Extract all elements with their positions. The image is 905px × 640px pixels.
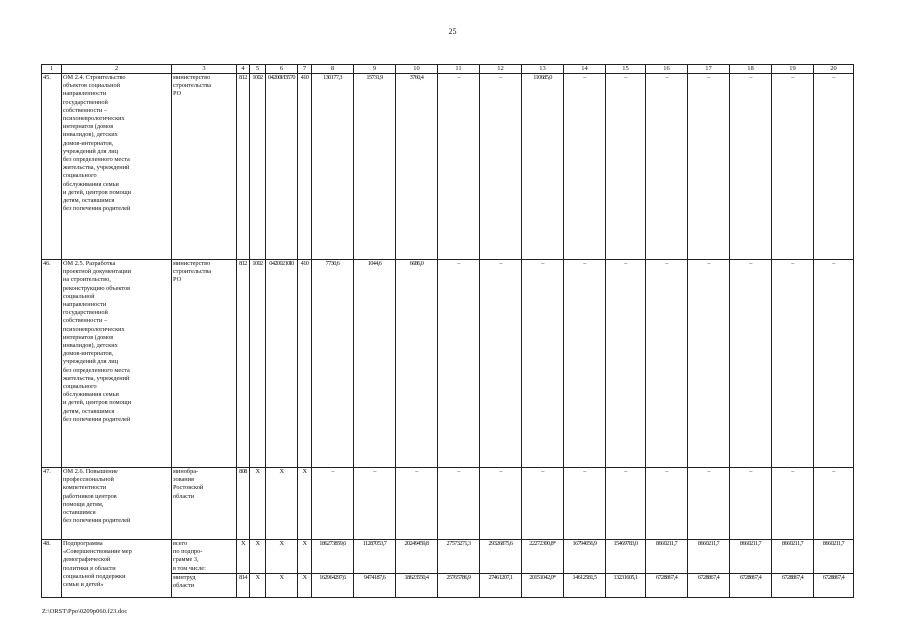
table-cell: 8660211,7 xyxy=(814,540,854,574)
table-cell: 6686,0 xyxy=(396,260,438,468)
column-number: 11 xyxy=(438,65,480,74)
table-cell: 46. xyxy=(42,260,62,468)
table-cell: 812 xyxy=(237,260,250,468)
page-number: 25 xyxy=(448,27,457,36)
table-cell: 8660211,7 xyxy=(772,540,814,574)
column-number: 1 xyxy=(42,65,62,74)
table-cell: ОМ 2.6. Повышение профессиональной компетентности работников центров помощи детям, оставшимся без попечения родителей xyxy=(62,468,172,540)
table-cell: – xyxy=(814,260,854,468)
table-cell: 812 xyxy=(237,74,250,260)
table-cell: 47. xyxy=(42,468,62,540)
table-cell: 8660211,7 xyxy=(730,540,772,574)
table-cell: министерство строительства РО xyxy=(172,74,237,260)
column-number: 12 xyxy=(480,65,522,74)
table-cell: Х xyxy=(298,573,312,597)
table-cell: 04200210I0 xyxy=(266,260,298,468)
table-cell: 27573271,3 xyxy=(438,540,480,574)
table-cell: – xyxy=(438,468,480,540)
table-cell: 6728867,4 xyxy=(646,573,688,597)
table-cell: 1002 xyxy=(250,260,266,468)
table-cell: 13231605,1 xyxy=(606,573,646,597)
column-number: 4 xyxy=(237,65,250,74)
table-cell: – xyxy=(480,74,522,260)
table-row xyxy=(42,74,854,260)
table-cell: 16794056,9 xyxy=(564,540,606,574)
table-cell: Х xyxy=(250,468,266,540)
table-cell: – xyxy=(606,468,646,540)
table-cell: 45. xyxy=(42,74,62,260)
table-cell: 1044,6 xyxy=(354,260,396,468)
table-cell: 6728867,4 xyxy=(814,573,854,597)
table-cell: 04200И3570 xyxy=(266,74,298,260)
table-cell: – xyxy=(438,74,480,260)
table-cell: 20151042,0* xyxy=(522,573,564,597)
table-cell: всего по подпро- грамме 3, в том числе: xyxy=(172,540,237,574)
table-cell: Х xyxy=(266,468,298,540)
table-cell: – xyxy=(730,260,772,468)
column-number: 3 xyxy=(172,65,237,74)
table-cell: Подпрограмма «Совершенствование мер демографической политики в области социальной поддержки семьи и детей» xyxy=(62,540,172,598)
table-cell: минобра- зования Ростовской области xyxy=(172,468,237,540)
column-number: 6 xyxy=(266,65,298,74)
header-row xyxy=(42,65,854,74)
table-cell: 15731,9 xyxy=(354,74,396,260)
table-cell: 22272300,8* xyxy=(522,540,564,574)
column-number: 18 xyxy=(730,65,772,74)
table-cell: – xyxy=(814,468,854,540)
table-cell: – xyxy=(772,260,814,468)
table-cell: 110685,0 xyxy=(522,74,564,260)
table-row xyxy=(42,260,854,468)
table-cell: – xyxy=(564,74,606,260)
table-cell: – xyxy=(772,468,814,540)
table-cell: 162964297,6 xyxy=(312,573,354,597)
table-cell: – xyxy=(564,260,606,468)
table-cell: 6728867,4 xyxy=(688,573,730,597)
table-cell: ОМ 2.4. Строительство объектов социальной направленности государственной собственности – психоневрологических интернатов (домов инвалидов), детских домов-интернатов, учреждений для лиц без определенного места жительства, учреждений социального обслуживания семьи и детей, центров помощи детям, оставшимся без попечения родителей xyxy=(62,74,172,260)
table-cell: 808 xyxy=(237,468,250,540)
table-cell: 18623550,4 xyxy=(396,573,438,597)
table-cell: 15469783,0 xyxy=(606,540,646,574)
table-cell: минтруд области xyxy=(172,573,237,597)
table-cell: Х xyxy=(266,540,298,574)
table-cell: 6728867,4 xyxy=(730,573,772,597)
table-cell: – xyxy=(814,74,854,260)
table-cell: министерство строительства РО xyxy=(172,260,237,468)
table-cell: 410 xyxy=(298,74,312,260)
table-cell: 20249459,8 xyxy=(396,540,438,574)
column-number: 9 xyxy=(354,65,396,74)
column-number: 19 xyxy=(772,65,814,74)
table-cell: 8660211,7 xyxy=(646,540,688,574)
table-cell: 814 xyxy=(237,573,250,597)
table-cell: – xyxy=(730,74,772,260)
column-number: 7 xyxy=(298,65,312,74)
table-cell: – xyxy=(396,468,438,540)
table-cell: 27461207,1 xyxy=(480,573,522,597)
column-number: 5 xyxy=(250,65,266,74)
table-row xyxy=(42,540,854,574)
table-cell: – xyxy=(730,468,772,540)
table-cell: Х xyxy=(250,573,266,597)
table-cell: 25765786,9 xyxy=(438,573,480,597)
column-number: 17 xyxy=(688,65,730,74)
budget-table xyxy=(41,64,854,598)
table-cell: – xyxy=(606,74,646,260)
table-cell: – xyxy=(646,468,688,540)
column-number: 14 xyxy=(564,65,606,74)
table-cell: – xyxy=(606,260,646,468)
table-cell: – xyxy=(646,260,688,468)
table-cell: – xyxy=(522,260,564,468)
table-cell: Х xyxy=(298,468,312,540)
table-cell: 1002 xyxy=(250,74,266,260)
column-number: 8 xyxy=(312,65,354,74)
table-cell: – xyxy=(480,260,522,468)
column-number: 15 xyxy=(606,65,646,74)
table-cell: – xyxy=(688,468,730,540)
column-number: 13 xyxy=(522,65,564,74)
table-cell: – xyxy=(688,260,730,468)
table-cell: 8660211,7 xyxy=(688,540,730,574)
column-number: 20 xyxy=(814,65,854,74)
table-cell: – xyxy=(354,468,396,540)
table-cell: 48. xyxy=(42,540,62,598)
table-cell: Х xyxy=(298,540,312,574)
table-cell: 11287053,7 xyxy=(354,540,396,574)
table-cell: – xyxy=(688,74,730,260)
table-cell: – xyxy=(480,468,522,540)
table-cell: – xyxy=(564,468,606,540)
table-cell: 7730,6 xyxy=(312,260,354,468)
table-cell: ОМ 2.5. Разработка проектной документации на строительство, реконструкцию объектов социальной направленности государственной собственности – психоневрологических интернатов (домов инвалидов), детских домов-интернатов, учреждений для лиц без определенного места жительства, учреждений социального обслуживания семьи и детей, центров помощи детям, оставшимся без попечения родителей xyxy=(62,260,172,468)
table-cell: 186273859,6 xyxy=(312,540,354,574)
file-path-footer: Z:\ORST\Ppo\0209p060.f23.doc xyxy=(42,608,128,615)
column-number: 10 xyxy=(396,65,438,74)
table-cell: 410 xyxy=(298,260,312,468)
table-cell: 29326875,6 xyxy=(480,540,522,574)
column-number: 16 xyxy=(646,65,688,74)
table-cell: 14612581,5 xyxy=(564,573,606,597)
table-cell: 6728867,4 xyxy=(772,573,814,597)
table-cell: – xyxy=(438,260,480,468)
table-cell: – xyxy=(646,74,688,260)
table-cell: Х xyxy=(237,540,250,574)
table-cell: – xyxy=(312,468,354,540)
table-cell: 9474187,6 xyxy=(354,573,396,597)
table-cell: 130177,3 xyxy=(312,74,354,260)
table-cell: – xyxy=(772,74,814,260)
table-cell: – xyxy=(522,468,564,540)
table-row xyxy=(42,468,854,540)
table-cell: 3760,4 xyxy=(396,74,438,260)
column-number: 2 xyxy=(62,65,172,74)
table-cell: Х xyxy=(250,540,266,574)
table-cell: Х xyxy=(266,573,298,597)
